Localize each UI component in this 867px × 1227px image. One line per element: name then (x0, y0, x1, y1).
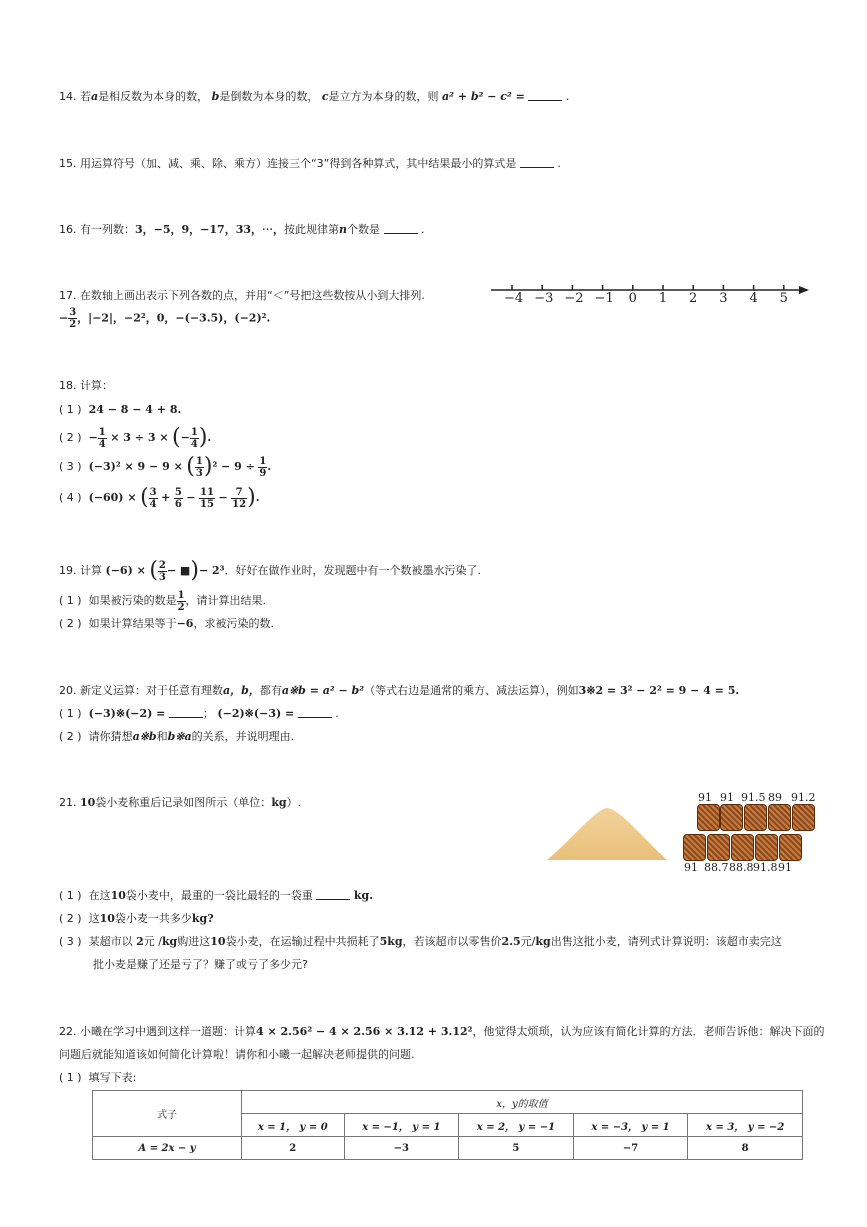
question-22: 22. 小曦在学习中遇到这样一道题：计算4 × 2.56² − 4 × 2.56 × 3.12 + 3.12²，他觉得太烦琐，认为应该有简化计算的方法．老师告诉他：解决下面的 (59, 1025, 825, 1038)
table-row-label: A = 2x − y (93, 1137, 242, 1160)
question-18-part-2: ( 2 ) − $\frac{1}{4}$ × 3 ÷ 3 × (− $\frac{1}{4}$ ). (59, 425, 212, 450)
table-cell[interactable]: −7 (573, 1137, 688, 1160)
question-21: 21. 10袋小麦称重后记录如图所示（单位：kg）. (59, 796, 302, 809)
question-20: 20. 新定义运算：对于任意有理数a，b，都有a※b = a² − b²（等式右边是通常的乘方、减法运算），例如3※2 = 3² − 2² = 9 − 4 = 5. (59, 684, 740, 697)
axis-label: −3 (534, 291, 554, 306)
question-20-part-2: ( 2 ) 请你猜想a※b和b※a的关系，并说明理由. (59, 730, 295, 743)
question-16: 16. 有一列数：3，−5，9，−17，33，⋯，按此规律第n个数是 . (59, 223, 425, 236)
question-18-title: 18. 计算： (59, 379, 113, 392)
table-header-cell: x = 1， y = 0 (242, 1114, 345, 1137)
answer-blank[interactable] (384, 223, 418, 234)
answer-blank[interactable] (169, 707, 203, 718)
question-19-part-1: ( 1 ) 如果被污染的数是 $\frac{1}{2}$ ，请计算出结果. (59, 589, 267, 613)
axis-label: 0 (628, 291, 637, 306)
axis-label: −1 (594, 291, 614, 306)
question-17: 17. 在数轴上画出表示下列各数的点，并用“＜”号把这些数按从小到大排列. (59, 289, 425, 302)
sack-weight-label: 89 (768, 791, 782, 804)
axis-label: 2 (689, 291, 698, 306)
table-cell[interactable]: −3 (344, 1137, 459, 1160)
question-14: 14. 若a是相反数为本身的数， b是倒数为本身的数， c是立方为本身的数，则 a² + b² − c² = . (59, 90, 570, 103)
question-17-numbers: − $\frac{3}{2}$ ，|−2|，−2²，0，−(−3.5)，(−2)². (59, 307, 271, 330)
answer-blank[interactable] (528, 90, 562, 101)
wheat-sack-icon (697, 804, 720, 831)
values-table (92, 1090, 803, 1160)
question-21-part-3: ( 3 ) 某超市以 2元 /kg购进这10袋小麦，在运输过程中共损耗了5kg，若该超市以零售价2.5元/kg出售这批小麦，请列式计算说明：该超市卖完这 (59, 935, 782, 948)
wheat-sack-icon (744, 804, 767, 831)
question-22-line-2: 问题后就能知道该如何简化计算啦！请你和小曦一起解决老师提供的问题. (59, 1048, 415, 1061)
answer-blank[interactable] (298, 707, 332, 718)
wheat-sack-icon (779, 834, 802, 861)
sack-weight-label: 88.8 (729, 861, 754, 874)
question-21-part-1: ( 1 ) 在这10袋小麦中，最重的一袋比最轻的一袋重 kg. (59, 889, 374, 902)
question-15: 15. 用运算符号（加、减、乘、除、乘方）连接三个“3”得到各种算式，其中结果最小的算式是 . (59, 157, 561, 170)
table-cell[interactable]: 2 (242, 1137, 345, 1160)
wheat-sack-icon (731, 834, 754, 861)
table-header-cell: x = 3， y = −2 (688, 1114, 803, 1137)
sack-weight-label: 91 (778, 861, 792, 874)
question-20-part-1: ( 1 ) (−3)※(−2) = ； (−2)※(−3) = . (59, 707, 339, 720)
axis-label: 1 (658, 291, 668, 306)
wheat-pile-image (545, 806, 669, 862)
question-21-part-3-line-2: 批小麦是赚了还是亏了？赚了或亏了多少元? (93, 958, 308, 971)
answer-blank[interactable] (520, 157, 554, 168)
wheat-sack-icon (683, 834, 706, 861)
table-header-cell: x = −3， y = 1 (573, 1114, 688, 1137)
table-header-cell: x = −1， y = 1 (344, 1114, 459, 1137)
question-19-part-2: ( 2 ) 如果计算结果等于−6，求被污染的数. (59, 617, 274, 630)
wheat-sack-icon (707, 834, 730, 861)
wheat-sack-icon (792, 804, 815, 831)
sack-weight-label: 88.7 (704, 861, 729, 874)
table-cell[interactable]: 5 (459, 1137, 574, 1160)
sack-weight-label: 91 (698, 791, 712, 804)
table-header-expression: 式子 (93, 1091, 242, 1137)
sack-weight-label: 91 (684, 861, 698, 874)
axis-label: 3 (719, 291, 728, 306)
sack-weight-label: 91.5 (741, 791, 766, 804)
table-header-group: x，y的取值 (242, 1091, 803, 1114)
sack-weight-label: 91 (720, 791, 734, 804)
axis-label: −2 (564, 291, 584, 306)
question-18-part-1: ( 1 ) 24 − 8 − 4 + 8. (59, 403, 182, 416)
axis-label: 5 (779, 291, 788, 306)
table-row (93, 1137, 803, 1160)
ink-blot: − ■ (166, 564, 191, 577)
table-header-cell: x = 2， y = −1 (459, 1114, 574, 1137)
question-22-part-1: ( 1 ) 填写下表: (59, 1071, 137, 1084)
wheat-sack-icon (768, 804, 791, 831)
wheat-sack-icon (720, 804, 743, 831)
sack-weight-label: 91.2 (791, 791, 816, 804)
axis-label: 4 (749, 291, 758, 306)
question-21-part-2: ( 2 ) 这10袋小麦一共多少kg? (59, 912, 214, 925)
axis-label: −4 (504, 291, 524, 306)
question-18-part-3: ( 3 ) (−3)² × 9 − 9 × ( $\frac{1}{3}$ )² − 9 ÷ $\frac{1}{9}$ . (59, 454, 272, 479)
table-cell[interactable]: 8 (688, 1137, 803, 1160)
answer-blank[interactable] (316, 889, 350, 900)
wheat-sack-icon (755, 834, 778, 861)
sack-weight-label: 91.8 (753, 861, 778, 874)
question-18-part-4: ( 4 ) (−60) × ( $\frac{3}{4}$ + $\frac{5}{6}$ − $\frac{11}{15}$ − $\frac{7}{12}$ ). (59, 485, 260, 510)
question-19: 19. 计算 (−6) × ( $\frac{2}{3}$ − ■)− 2³．好好在做作业时，发现题中有一个数被墨水污染了. (59, 558, 481, 583)
